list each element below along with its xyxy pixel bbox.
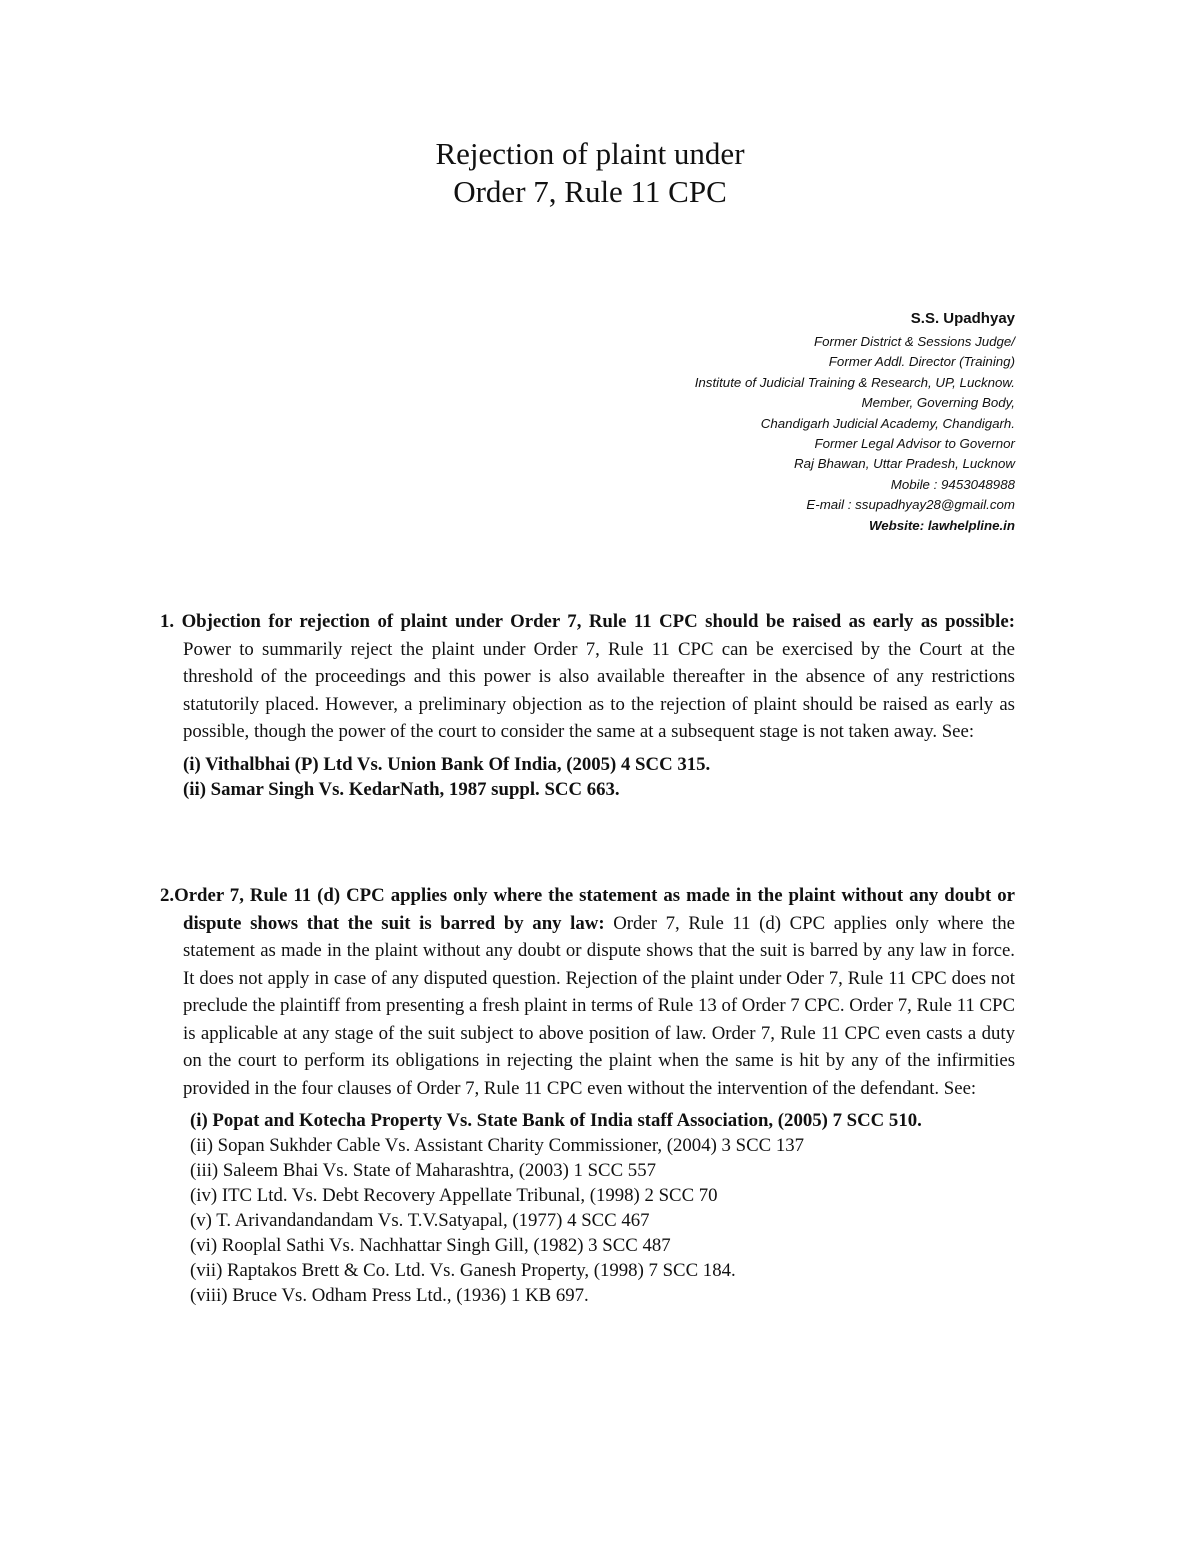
author-line: Raj Bhawan, Uttar Pradesh, Lucknow — [794, 456, 1015, 472]
author-name: S.S. Upadhyay — [910, 310, 1015, 327]
section-1-paragraph — [160, 608, 1015, 746]
case-citation: (vi) Rooplal Sathi Vs. Nachhattar Singh Gill, (1982) 3 SCC 487 — [190, 1235, 671, 1256]
case-citation: (vii) Raptakos Brett & Co. Ltd. Vs. Ganesh Property, (1998) 7 SCC 184. — [190, 1260, 736, 1281]
section-2 — [160, 882, 1015, 1308]
case-citation: (viii) Bruce Vs. Odham Press Ltd., (1936) 1 KB 697. — [190, 1285, 589, 1306]
case-citation: (ii) Samar Singh Vs. KedarNath, 1987 suppl. SCC 663. — [183, 778, 620, 800]
case-citation: (ii) Sopan Sukhder Cable Vs. Assistant Charity Commissioner, (2004) 3 SCC 137 — [190, 1135, 804, 1156]
author-line: Chandigarh Judicial Academy, Chandigarh. — [760, 415, 1015, 431]
section-1 — [160, 608, 1015, 802]
case-citation: (v) T. Arivandandandam Vs. T.V.Satyapal, (1977) 4 SCC 467 — [190, 1210, 650, 1231]
case-citation: (iii) Saleem Bhai Vs. State of Maharashtra, (2003) 1 SCC 557 — [190, 1160, 656, 1181]
case-citation: (iv) ITC Ltd. Vs. Debt Recovery Appellate Tribunal, (1998) 2 SCC 70 — [190, 1185, 718, 1206]
section-body: Power to summarily reject the plaint under Order 7, Rule 11 CPC can be exercised by the Court at the threshold of the proceedings and this power is also available thereafter in the absence of any restrictions statutorily placed. However, a preliminary objection as to the rejection of plaint should be raised as early as possible, though the power of the court to consider the same at a subsequent stage is not taken away. See: — [183, 638, 1015, 742]
section-number: 1. — [160, 611, 175, 632]
section-body: Order 7, Rule 11 (d) CPC applies only where the statement as made in the plaint without any doubt or dispute shows that the suit is barred by any law in force. It does not apply in case of any disputed question. Rejection of the plaint under Oder 7, Rule 11 CPC does not preclude the plaintiff from presenting a fresh plaint in terms of Rule 13 of Order 7 CPC. Order 7, Rule 11 CPC is applicable at any stage of the suit subject to above position of law. Order 7, Rule 11 CPC even casts a duty on the court to perform its obligations in rejecting the plaint when the same is hit by any of the infirmities provided in the four clauses of Order 7, Rule 11 CPC even without the intervention of the defendant. See: — [183, 912, 1015, 1099]
case-list — [160, 752, 1015, 802]
author-line: Member, Governing Body, — [861, 395, 1015, 411]
section-2-paragraph — [160, 882, 1015, 1102]
section-number: 2. — [160, 885, 175, 906]
author-mobile: Mobile : 9453048988 — [890, 476, 1015, 492]
case-citation-lead: (i) Popat and Kotecha Property Vs. State Bank of India staff Association, (2005) 7 SCC 510. — [190, 1110, 922, 1131]
author-line: Former Legal Advisor to Governor — [814, 436, 1015, 452]
author-line: Institute of Judicial Training & Research, UP, Lucknow. — [694, 374, 1015, 390]
title-line-1: Rejection of plaint under — [435, 136, 745, 171]
case-list — [160, 1108, 1015, 1308]
author-line: Former Addl. Director (Training) — [828, 354, 1015, 370]
section-heading: Objection for rejection of plaint under Order 7, Rule 11 CPC should be raised as early as possible: — [181, 611, 1015, 632]
case-citation: (i) Vithalbhai (P) Ltd Vs. Union Bank Of India, (2005) 4 SCC 315. — [183, 753, 711, 775]
author-block — [695, 306, 1015, 536]
author-website: Website: lawhelpline.in — [868, 517, 1015, 533]
author-email: E-mail : ssupadhyay28@gmail.com — [806, 497, 1015, 513]
title-line-2: Order 7, Rule 11 CPC — [453, 174, 727, 209]
document-title — [0, 135, 1180, 211]
section-heading: Order 7, Rule 11 (d) CPC applies only where the statement as made in the plaint without any doubt or dispute shows that the suit is barred by any law: — [174, 885, 1015, 934]
author-line: Former District & Sessions Judge/ — [814, 334, 1015, 349]
